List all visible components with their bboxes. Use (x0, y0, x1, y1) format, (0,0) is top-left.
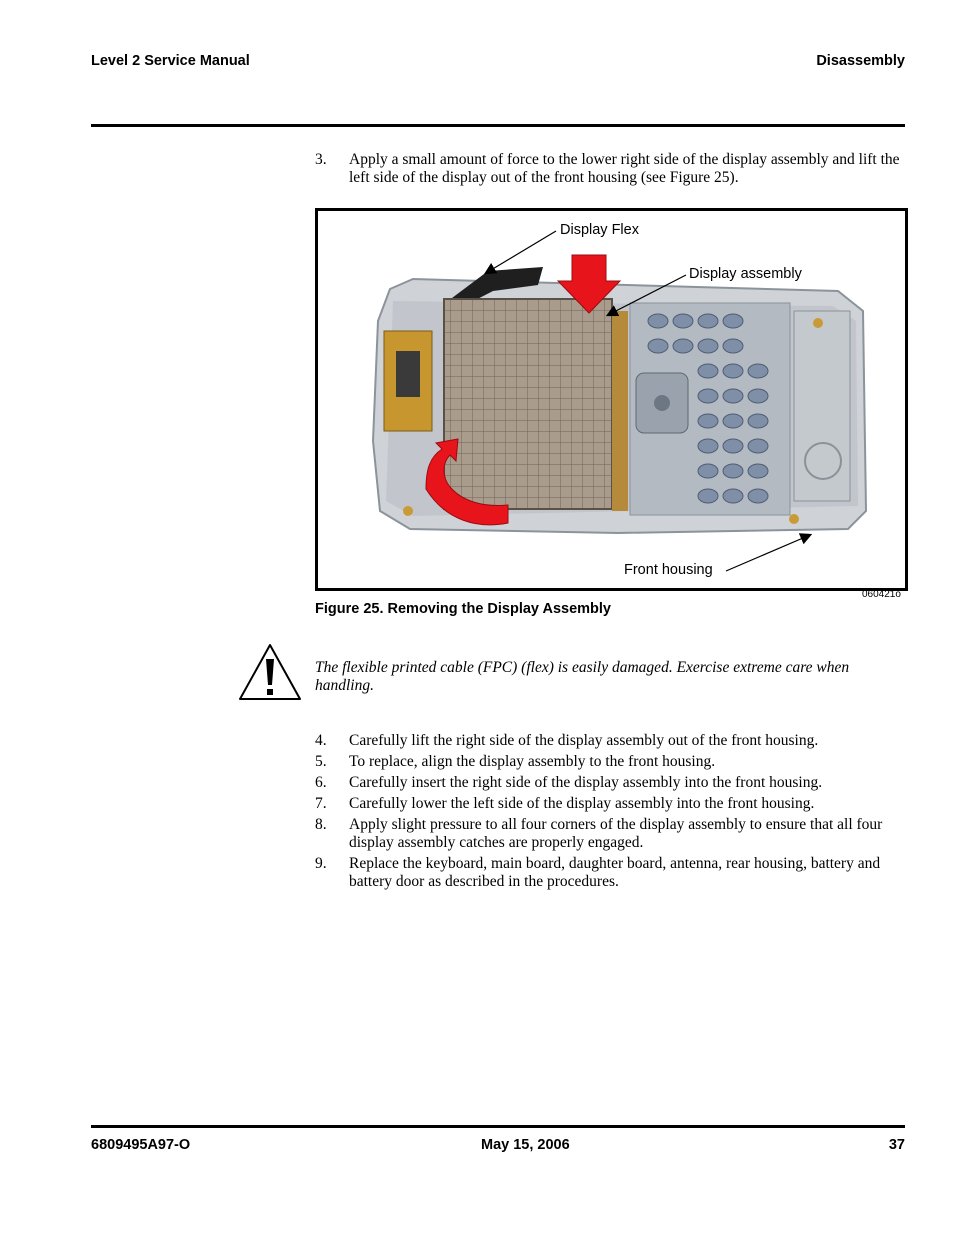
running-header-title: Level 2 Service Manual (91, 53, 250, 69)
document-number: 6809495A97-O (91, 1137, 191, 1153)
caution-text: The flexible printed cable (FPC) (flex) is easily damaged. Exercise extreme care when handling. (315, 659, 850, 694)
callout-front-housing: Front housing (624, 562, 713, 578)
step-text: Carefully lift the right side of the display assembly out of the front housing. (349, 732, 819, 749)
step-number: 8. (315, 816, 327, 833)
step-text: Replace the keyboard, main board, daughter board, antenna, rear housing, battery and battery door as described in the procedures. (349, 855, 881, 890)
step-text: To replace, align the display assembly to the front housing. (349, 753, 716, 770)
display-assembly-photo (318, 211, 905, 588)
step-text: Carefully lower the left side of the display assembly into the front housing. (349, 795, 815, 812)
step-text: Apply a small amount of force to the lower right side of the display assembly and lift the left side of the display out of the front housing (see Figure 25). (349, 151, 900, 186)
figure-id: 060421o (862, 589, 901, 600)
page-number: 37 (888, 1137, 905, 1153)
warning-triangle-icon (238, 643, 302, 701)
figure-caption: Figure 25. Removing the Display Assembly (315, 601, 611, 617)
display-flex-leader (486, 231, 556, 273)
step-number: 9. (315, 855, 327, 872)
footer-rule (91, 1125, 905, 1128)
running-header-section: Disassembly (816, 53, 905, 69)
step-text: Carefully insert the right side of the display assembly into the front housing. (349, 774, 823, 791)
display-shield (444, 299, 612, 509)
step-number: 6. (315, 774, 327, 791)
step-number: 5. (315, 753, 327, 770)
document-date: May 15, 2006 (481, 1137, 570, 1153)
callout-display-flex: Display Flex (560, 222, 639, 238)
step-number: 3. (315, 151, 327, 168)
step-number: 7. (315, 795, 327, 812)
figure-25-frame (315, 208, 908, 591)
callout-display-assembly: Display assembly (689, 266, 802, 282)
step-text: Apply slight pressure to all four corners of the display assembly to ensure that all four display assembly catches are properly engaged. (349, 816, 883, 851)
step-number: 4. (315, 732, 327, 749)
header-rule (91, 124, 905, 127)
front-housing-leader (726, 535, 810, 571)
